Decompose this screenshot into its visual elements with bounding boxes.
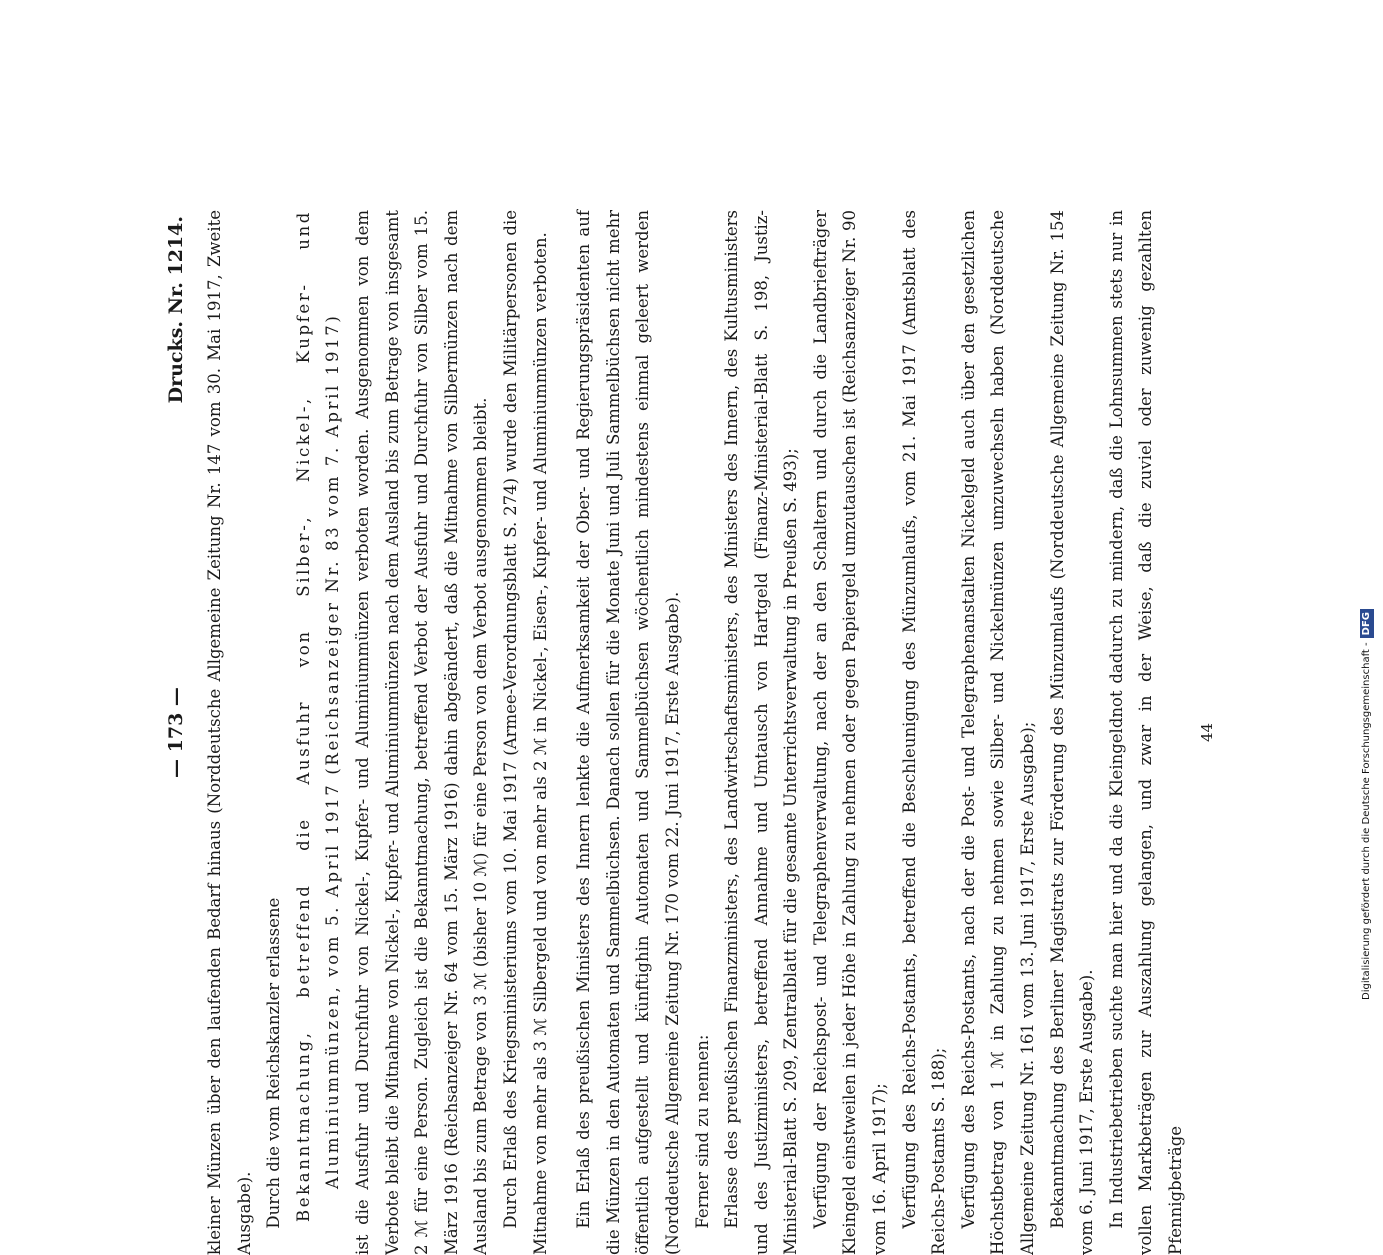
- paragraph-12: Bekanntmachung des Berliner Magistrats zur Förderung des Münzumlaufs (Norddeutsche Allgemeine Zeitung Nr. 154 vom 6. Juni 1917, Erste Ausgabe).: [1047, 210, 1097, 1255]
- sheet-number: 44: [1197, 722, 1216, 743]
- dfg-logo: DFG: [1360, 609, 1374, 638]
- page-header: [156, 210, 200, 1255]
- announcement-title: Bekanntmachung, betreffend die Ausfuhr von Silber-, Nickel-, Kupfer- und Aluminiummünzen, vom 5. April 1917 (Reichsanzeiger Nr. 83 vom 7. April 1917): [293, 210, 343, 1222]
- paragraph-4: ist die Ausfuhr und Durchfuhr von Nickel-, Kupfer- und Aluminiummünzen verboten worden. Ausgenommen von dem Verbote bleibt die Mitnahme von Nickel-, Kupfer- und Aluminiummünzen nach dem Ausland bis zum Betrage von insgesamt 2 ℳ für eine Person. Zugleich ist die Bekanntmachung, betreffend Verbot der Ausfuhr und Durchfuhr von Silber vom 15. März 1916 (Reichsanzeiger Nr. 64 vom 15. März 1916) dahin abgeändert, daß die Mitnahme von Silbermünzen nach dem Ausland bis zum Betrage von 3 ℳ (bisher 10 ℳ) für eine Person von dem Verbot ausgenommen bleibt.: [352, 210, 491, 1255]
- paragraph-2: Durch die vom Reichskanzler erlassene: [264, 897, 284, 1229]
- paragraph-5: Durch Erlaß des Kriegsministeriums vom 10. Mai 1917 (Armee-Verordnungsblatt S. 274) wurde den Militärpersonen die Mitnahme von mehr als 3 ℳ Silbergeld und von mehr als 2 ℳ in Nickel-, Eisen-, Kupfer- und Aluminiummünzen verboten.: [500, 210, 550, 1255]
- paragraph-13: In Industriebetrieben suchte man hier und da die Kleingeldnot dadurch zu mindern, daß die Lohnsummen stets nur in vollen Markbeträgen zur Auszahlung gelangen, und zwar in der Weise, daß die zuviel oder zuwenig gezahlten Pfennigbeträge: [1106, 210, 1185, 1255]
- section-spacer: [555, 210, 569, 1255]
- paragraph-6: Ein Erlaß des preußischen Ministers des Innern lenkte die Aufmerksamkeit der Ober- und Regierungspräsidenten auf die Münzen in den Automaten und Sammelbüchsen. Danach sollen für die Monate Juni und Juli Sammelbüchsen nicht mehr öffentlich aufgestellt und künftighin Automaten und Sammelbüchsen wöchentlich mindestens einmal geleert werden (Norddeutsche Allgemeine Zeitung Nr. 170 vom 22. Juni 1917, Erste Ausgabe).: [574, 210, 682, 1255]
- credit-text: Digitalisierung gefördert durch die Deutsche Forschungsgemeinschaft -: [1361, 642, 1372, 1000]
- paragraph-8: Erlasse des preußischen Finanzministers, des Landwirtschaftsministers, des Ministers des Innern, des Kultusministers und des Justizministers, betreffend Annahme und Umtausch von Hartgeld (Finanz-Ministerial-Blatt S. 198, Justiz-Ministerial-Blatt S. 209, Zentralblatt für die gesamte Unterrichtsverwaltung in Preußen S. 493);: [722, 210, 801, 1255]
- paragraph-11: Verfügung des Reichs-Postamts, nach der die Post- und Telegraphenanstalten Nickelgeld auch über den gesetzlichen Höchstbetrag von 1 ℳ in Zahlung zu nehmen sowie Silber- und Nickelmünzen umzuwechseln haben (Norddeutsche Allgemeine Zeitung Nr. 161 vom 13. Juni 1917, Erste Ausgabe);: [958, 210, 1038, 1255]
- document-page: [156, 210, 1251, 1255]
- drucksache-number: Drucks. Nr. 1214.: [165, 216, 187, 404]
- paragraph-7: Ferner sind zu nennen:: [692, 1034, 712, 1229]
- paragraph-9: Verfügung der Reichspost- und Telegraphenverwaltung, nach der an den Schaltern und durch die Landbriefträger Kleingeld einstweilen in jeder Höhe in Zahlung zu nehmen oder gegen Papiergeld umzutauschen ist (Reichsanzeiger Nr. 90 vom 16. April 1917);: [810, 210, 890, 1255]
- page-number: — 173 —: [165, 687, 187, 778]
- paragraph-10: Verfügung des Reichs-Postamts, betreffend die Beschleunigung des Münzumlaufs, vom 21. Mai 1917 (Amtsblatt des Reichs-Postamts S. 188);: [899, 210, 949, 1255]
- paragraph-1: kleiner Münzen über den laufenden Bedarf hinaus (Norddeutsche Allgemeine Zeitung Nr. 147 vom 30. Mai 1917, Zweite Ausgabe).: [205, 210, 254, 1255]
- digitization-credit: [1360, 0, 1374, 1000]
